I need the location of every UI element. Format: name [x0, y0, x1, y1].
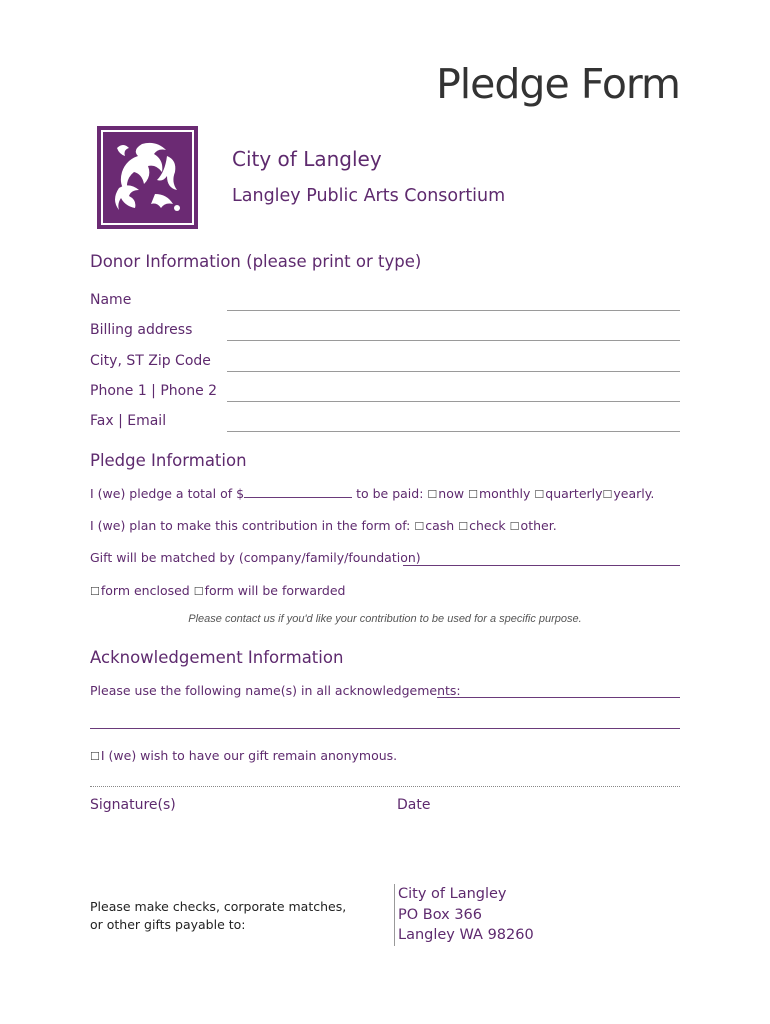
phone-label: Phone 1 | Phone 2 — [90, 383, 218, 399]
pledge-total-label: I (we) pledge a total of $ — [90, 486, 245, 501]
ack-names-label: Please use the following name(s) in all acknowledgements: — [90, 683, 461, 698]
checkbox-icon: ☐ — [468, 488, 478, 501]
city-zip-label: City, ST Zip Code — [90, 353, 211, 369]
form-forwarded-option[interactable]: ☐form will be forwarded — [193, 583, 346, 598]
form-enclosed-option[interactable]: ☐form enclosed — [90, 583, 190, 598]
mailing-address — [394, 884, 534, 946]
divider — [90, 786, 680, 787]
contribution-form-label: I (we) plan to make this contribution in the form of: — [90, 518, 411, 533]
payable-line-1: Please make checks, corporate matches, — [90, 899, 347, 914]
anonymous-option[interactable]: ☐I (we) wish to have our gift remain anonymous. — [90, 748, 398, 763]
payable-line-2: or other gifts payable to: — [90, 917, 246, 932]
checkbox-icon: ☐ — [193, 585, 204, 598]
donor-heading: Donor Information (please print or type) — [90, 252, 422, 271]
now-option[interactable]: ☐now — [427, 486, 465, 501]
dragon-logo-icon — [97, 126, 198, 229]
checkbox-icon: ☐ — [458, 520, 469, 533]
ack-names-field-2[interactable] — [90, 728, 680, 729]
gift-matched-field[interactable] — [403, 565, 680, 566]
payable-to-text — [90, 898, 346, 934]
cash-option[interactable]: ☐cash — [414, 518, 455, 533]
check-option[interactable]: ☐check — [458, 518, 506, 533]
fax-email-field[interactable] — [227, 431, 680, 432]
address-line-3: Langley WA 98260 — [398, 927, 534, 943]
address-line-2: PO Box 366 — [398, 906, 483, 923]
checkbox-icon: ☐ — [90, 585, 100, 598]
city-zip-field[interactable] — [227, 371, 680, 372]
contribution-form-line — [90, 518, 557, 533]
signature-label: Signature(s) — [90, 797, 176, 813]
checkbox-icon: ☐ — [414, 520, 425, 533]
phone-field[interactable] — [227, 401, 680, 402]
ack-heading: Acknowledgement Information — [90, 648, 344, 667]
name-label: Name — [90, 292, 132, 308]
billing-address-label: Billing address — [90, 322, 193, 338]
specific-purpose-note: Please contact us if you'd like your contribution to be used for a specific purpose. — [188, 613, 582, 625]
checkbox-icon: ☐ — [427, 488, 438, 501]
pledge-heading: Pledge Information — [90, 451, 247, 470]
quarterly-option[interactable]: ☐quarterly — [534, 486, 603, 501]
yearly-option[interactable]: ☐yearly. — [602, 486, 655, 501]
ack-names-field[interactable] — [437, 697, 680, 698]
fax-email-label: Fax | Email — [90, 413, 167, 429]
org-program: Langley Public Arts Consortium — [232, 186, 506, 206]
pledge-total-line — [90, 486, 654, 501]
checkbox-icon: ☐ — [534, 488, 545, 501]
checkbox-icon: ☐ — [509, 520, 520, 533]
name-field[interactable] — [227, 310, 680, 311]
address-line-1: City of Langley — [398, 886, 507, 902]
checkbox-icon: ☐ — [90, 750, 100, 763]
gift-matched-label: Gift will be matched by (company/family/foundation) — [90, 550, 421, 565]
paid-label: to be paid: — [356, 486, 424, 501]
other-option[interactable]: ☐other. — [509, 518, 557, 533]
org-name: City of Langley — [232, 147, 382, 171]
checkbox-icon: ☐ — [602, 488, 613, 501]
form-options-line — [90, 583, 346, 598]
date-label: Date — [397, 797, 431, 813]
page-title: Pledge Form — [436, 60, 680, 108]
billing-address-field[interactable] — [227, 340, 680, 341]
monthly-option[interactable]: ☐monthly — [468, 486, 531, 501]
pledge-amount-field[interactable] — [244, 496, 352, 498]
